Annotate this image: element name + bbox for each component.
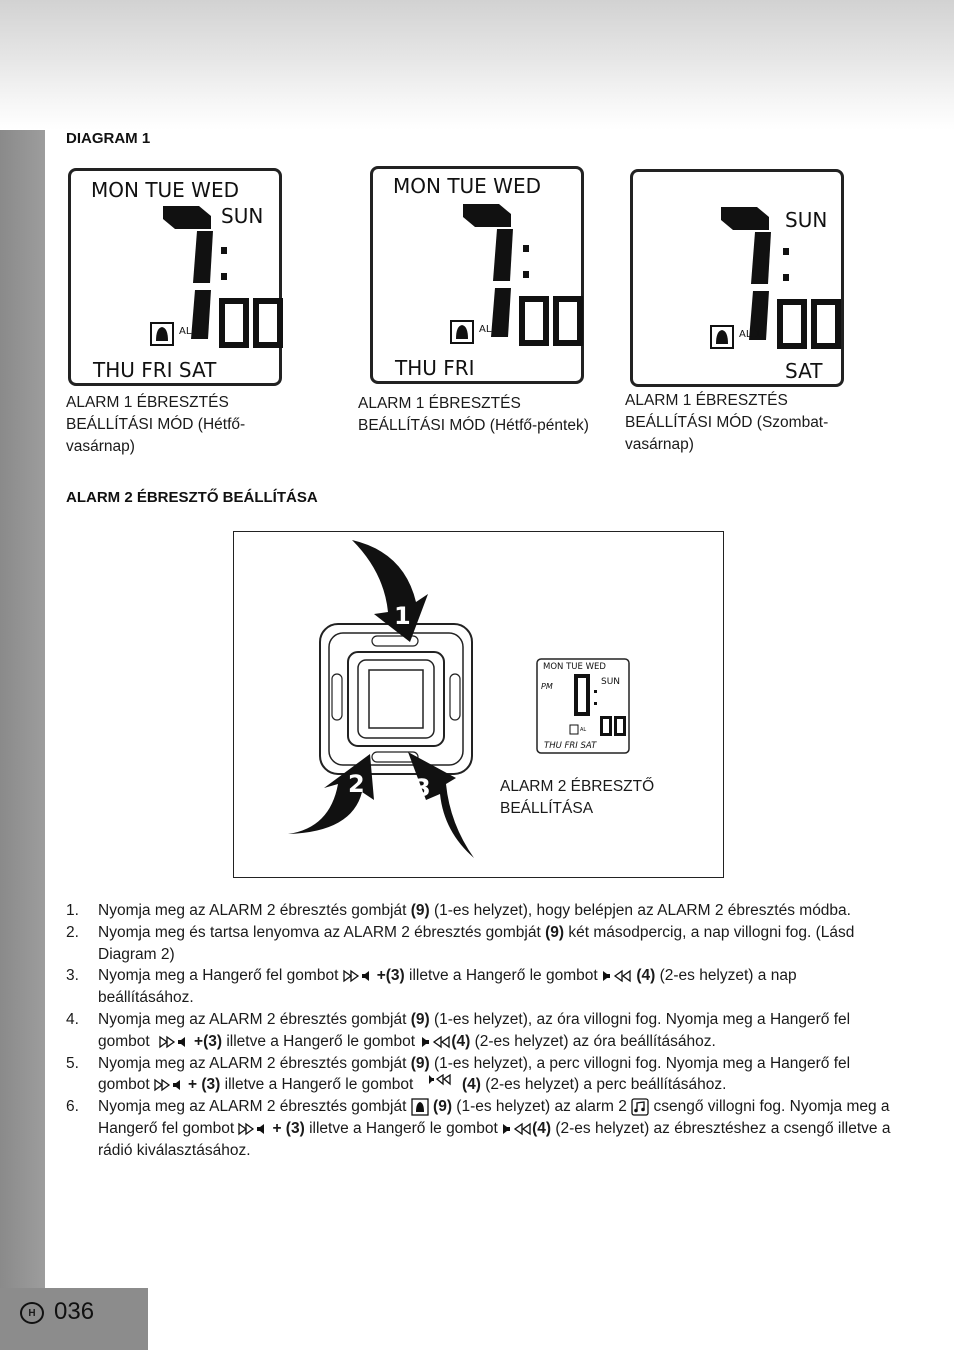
step-4: 4. Nyomja meg az ALARM 2 ébresztés gombját (9) (1-es helyzet), az óra villogni fog. Nyomja meg a Hangerő fel gombot +(3) illetve a Hangerő le gombot (4) (2-es helyzet) az óra beállításához. — [66, 1010, 851, 1050]
language-badge-icon: H — [20, 1302, 44, 1324]
callout-3: 3 — [414, 774, 431, 802]
lcd-display-mon-sun — [68, 168, 282, 386]
lcd2-caption: ALARM 1 ÉBRESZTÉS BEÁLLÍTÁSI MÓD (Hétfő-péntek) — [358, 395, 589, 434]
mini-lcd — [537, 659, 629, 753]
lcd-side-day: SUN — [785, 208, 828, 232]
bell-icon — [411, 1098, 429, 1116]
music-note-icon — [631, 1098, 649, 1116]
step-2: 2. Nyomja meg és tartsa lenyomva az ALARM 2 ébresztés gombját (9) két másodpercig, a nap villogni fog. (Lásd Diagram 2) — [66, 923, 855, 963]
svg-text:THU FRI SAT: THU FRI SAT — [544, 741, 597, 751]
lcd-top-days: MON TUE WED — [91, 178, 239, 202]
volume-up-icon — [154, 1035, 194, 1049]
header-gradient-band — [0, 0, 954, 130]
step-3: 3. Nyomja meg a Hangerő fel gombot +(3) illetve a Hangerő le gombot (4) (2-es helyzet) a nap beállításához. — [66, 967, 797, 1007]
alarm2-heading: ALARM 2 ÉBRESZTŐ BEÁLLÍTÁSA — [66, 489, 318, 506]
lcd1-caption: ALARM 1 ÉBRESZTÉS BEÁLLÍTÁSI MÓD (Hétfő- vasárnap) — [66, 394, 246, 455]
step-1: 1. Nyomja meg az ALARM 2 ébresztés gombját (9) (1-es helyzet), hogy belépjen az ALARM 2 ébresztés módba. — [66, 902, 851, 919]
step-5: 5. Nyomja meg az ALARM 2 ébresztés gombját (9) (1-es helyzet), a perc villogni fog. Nyomja meg a Hangerő fel gombot + (3) illetve a Hangerő le gombot (4) (2-es helyzet) a perc beállításához. — [66, 1054, 851, 1094]
lcd-bottom-days: THU FRI — [395, 356, 475, 380]
volume-down-icon — [602, 969, 632, 983]
callout-1: 1 — [394, 602, 411, 630]
svg-text:AL: AL — [580, 727, 587, 733]
alarm2-figure — [233, 531, 724, 878]
volume-up-icon — [238, 1122, 272, 1136]
alarm2-figure-caption: ALARM 2 ÉBRESZTŐ BEÁLLÍTÁSA — [500, 778, 655, 817]
lcd-al-label: AL 1 — [479, 324, 501, 335]
volume-down-icon — [418, 1074, 458, 1090]
lcd-display-sat-sun — [630, 169, 844, 387]
svg-text:MON TUE WED: MON TUE WED — [543, 662, 606, 672]
side-margin-bar — [0, 130, 45, 1350]
lcd-al-label: AL 1 — [179, 326, 201, 337]
lcd-display-mon-fri — [370, 166, 584, 384]
diagram1-heading: DIAGRAM 1 — [66, 130, 151, 147]
lcd-bottom-days: SAT — [785, 359, 823, 383]
svg-text:SUN: SUN — [601, 677, 621, 687]
lcd-top-days: MON TUE WED — [393, 174, 541, 198]
step-6: 6. Nyomja meg az ALARM 2 ébresztés gombját (9) (1-es helyzet) az alarm 2 csengő villogni fog. Nyomja meg a Hangerő fel gombot + (3) illetve a Hangerő le gombot (4) (2-es helyzet) az ébresztéshez a csengő illetve a rádió kiválasztásához. — [66, 1098, 891, 1159]
volume-up-icon — [154, 1078, 188, 1092]
lcd-bottom-days: THU FRI SAT — [93, 358, 217, 382]
volume-up-icon — [343, 969, 377, 983]
volume-down-icon — [502, 1122, 532, 1136]
volume-down-icon — [419, 1035, 451, 1049]
lcd3-caption: ALARM 1 ÉBRESZTÉS BEÁLLÍTÁSI MÓD (Szombat- vasárnap) — [625, 392, 829, 453]
lcd-side-day: SUN — [221, 204, 264, 228]
lcd-al-label: AL 1 — [739, 329, 761, 340]
page-number: 036 — [54, 1298, 95, 1325]
callout-2: 2 — [348, 770, 365, 798]
svg-text:PM: PM — [541, 682, 553, 691]
instruction-steps — [66, 900, 896, 1162]
